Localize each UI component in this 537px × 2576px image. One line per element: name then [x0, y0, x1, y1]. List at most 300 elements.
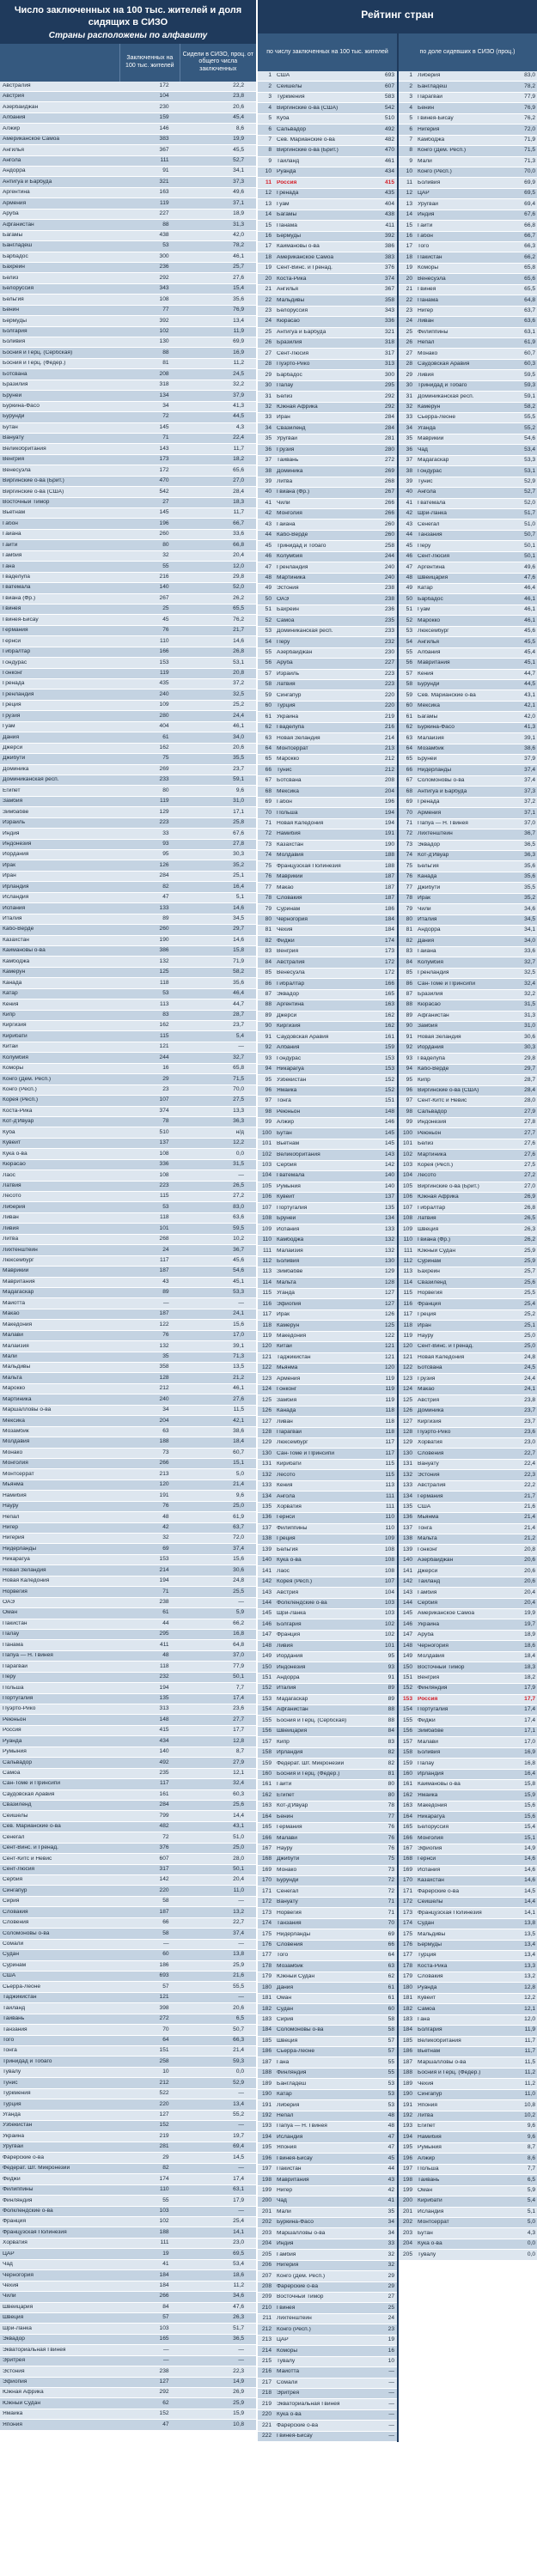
rank-value: 108: [384, 1557, 394, 1564]
ranking-row: [399, 328, 537, 338]
country-name: Аргентина: [418, 564, 445, 570]
remand-share: 24,5: [233, 370, 244, 377]
rank-number: 52: [265, 617, 272, 623]
rank-value: 14,5: [524, 1887, 535, 1894]
rank-number: 212: [261, 2325, 272, 2332]
country-name: Монтсеррат: [277, 745, 308, 751]
ranking-row: [399, 1780, 537, 1790]
rank-number: 15: [265, 222, 272, 228]
rank-value: 34,1: [524, 927, 535, 933]
rank-number: 30: [406, 382, 412, 389]
rank-value: 78,2: [524, 82, 535, 89]
rank-number: 74: [265, 852, 272, 859]
rank-number: 75: [406, 862, 412, 869]
ranking-row: [258, 776, 397, 787]
ranking-row: [258, 125, 397, 135]
table-row: [0, 1107, 256, 1117]
rank-number: 11: [406, 179, 412, 185]
country-name: Молдавия: [3, 1439, 30, 1445]
table-row: [0, 423, 256, 434]
ranking-row: [258, 1150, 397, 1160]
rank-value: 13,4: [524, 1952, 535, 1959]
rank-value: 25,7: [524, 1268, 535, 1275]
rank-value: 32: [387, 2251, 394, 2257]
prisoners-per-100k: 184: [159, 2282, 169, 2289]
rank-value: 240: [384, 574, 394, 580]
remand-share: 30,6: [233, 1566, 244, 1573]
rank-value: 22,7: [524, 1449, 535, 1456]
country-name: Каймановы о-ва: [418, 1782, 461, 1788]
rank-value: 10,8: [524, 2101, 535, 2108]
rank-value: 24,8: [524, 1353, 535, 1360]
rank-number: 26: [406, 339, 412, 346]
rank-number: 125: [402, 1396, 412, 1403]
country-name: Ангилья: [3, 147, 24, 153]
country-name: Маршалловы о-ва: [3, 1407, 52, 1413]
prisoners-per-100k: 63: [162, 1428, 169, 1435]
country-name: Конго (Дем. Респ.): [277, 2273, 326, 2279]
country-name: Венгрия: [277, 949, 299, 955]
country-name: Пуэрто-Рико: [418, 1429, 451, 1435]
remand-share: н/д: [235, 1128, 244, 1135]
remand-share: 54,6: [233, 1267, 244, 1274]
rank-value: 260: [384, 520, 394, 527]
country-name: Новая Зеландия: [3, 1567, 46, 1573]
ranking-row: [258, 584, 397, 594]
remand-share: 27,9: [233, 1759, 244, 1765]
country-name: Мавритания: [3, 1279, 35, 1285]
rank-value: 110: [385, 1524, 394, 1531]
country-name: Панама: [418, 297, 438, 303]
remand-share: 12,2: [233, 1139, 244, 1146]
rank-value: 269: [384, 467, 394, 474]
country-name: Сомали: [3, 1941, 24, 1947]
country-name: Сьерра-Леоне: [3, 1984, 41, 1990]
remand-share: 34,1: [233, 167, 244, 174]
rank-value: 15,6: [524, 1813, 535, 1820]
rank-value: 32,5: [524, 969, 535, 976]
rank-value: 55: [387, 2069, 394, 2076]
table-row: [0, 2281, 256, 2292]
rank-value: 184: [384, 915, 394, 922]
rank-value: 238: [384, 595, 394, 602]
table-row: [0, 1363, 256, 1373]
rank-number: 73: [265, 841, 272, 848]
remand-share: —: [238, 1043, 244, 1050]
remand-share: 29,8: [233, 574, 244, 580]
ranking-row: [399, 1790, 537, 1801]
remand-share: 35,5: [233, 755, 244, 762]
ranking-row: [399, 221, 537, 231]
rank-value: 376: [384, 264, 394, 271]
rank-number: 3: [268, 94, 272, 100]
remand-share: —: [238, 2207, 244, 2214]
country-name: Македония: [277, 1334, 307, 1340]
remand-share: 25,6: [233, 1801, 244, 1808]
country-name: Кабо-Верде: [418, 1066, 449, 1072]
prisoners-per-100k: 343: [159, 285, 169, 292]
ranking-row: [258, 1929, 397, 1940]
rank-number: 179: [402, 1973, 412, 1980]
ranking-row: [258, 2410, 397, 2421]
table-row: [0, 914, 256, 925]
country-name: Танзания: [277, 1921, 302, 1927]
table-row: [0, 636, 256, 647]
ranking-row: [399, 317, 537, 327]
rank-number: 103: [261, 1162, 272, 1169]
ranking-row: [258, 477, 397, 488]
remand-share: 37,9: [233, 392, 244, 398]
rank-value: 29: [387, 2272, 394, 2279]
rank-number: 86: [406, 980, 412, 987]
prisoners-per-100k: 434: [159, 1737, 169, 1744]
rank-value: 266: [384, 510, 394, 517]
rank-number: 7: [268, 137, 272, 143]
rank-number: 195: [402, 2144, 412, 2151]
rank-value: 223: [384, 681, 394, 688]
rank-number: 176: [402, 1941, 412, 1947]
country-name: Мексика: [277, 788, 299, 794]
prisoners-per-100k: 208: [159, 370, 169, 377]
ranking-row: [258, 221, 397, 231]
country-name: Бразилия: [418, 992, 443, 998]
rank-value: 107: [384, 1578, 394, 1585]
prisoners-per-100k: 72: [162, 1833, 169, 1840]
prisoners-per-100k: —: [162, 1941, 169, 1947]
ranking-row: [258, 1812, 397, 1822]
country-name: Габон: [277, 799, 292, 805]
ranking-row: [399, 1812, 537, 1822]
remand-share: 65,8: [233, 1065, 244, 1072]
rank-number: 98: [406, 1108, 412, 1115]
prisoners-per-100k: 75: [162, 755, 169, 762]
rank-value: 48: [387, 2123, 394, 2129]
rank-number: 171: [261, 1887, 272, 1894]
country-name: Гватемала: [277, 1173, 305, 1179]
rank-value: 151: [384, 1097, 394, 1104]
ranking-row: [258, 1449, 397, 1459]
ranking-row: [258, 1513, 397, 1523]
remand-share: 35,6: [233, 979, 244, 986]
prisoners-per-100k: 204: [159, 1417, 169, 1424]
country-name: Сенегал: [418, 521, 440, 527]
rank-number: 87: [265, 991, 272, 998]
remand-share: 12,0: [233, 562, 244, 569]
country-name: Аруба: [418, 1632, 434, 1638]
country-name: Лихтенштейн: [418, 831, 453, 837]
ranking-row: [258, 1983, 397, 1993]
table-row: [0, 1587, 256, 1597]
table-row: [0, 1373, 256, 1383]
rank-number: 60: [265, 702, 272, 709]
rank-value: 55,5: [524, 414, 535, 421]
country-name: Чехия: [277, 927, 293, 933]
prisoners-per-100k: 93: [162, 840, 169, 847]
country-name: Сербия: [418, 1600, 438, 1606]
country-name: Оман: [3, 1610, 17, 1616]
ranking-row: [258, 2047, 397, 2057]
table-row: [0, 1897, 256, 1907]
table-row: [0, 1886, 256, 1896]
rank-number: 116: [403, 1300, 412, 1307]
prisoners-per-100k: 78: [162, 1118, 169, 1125]
rank-number: 7: [409, 137, 412, 143]
rank-value: —: [388, 2379, 394, 2385]
country-name: Лихтенштейн: [277, 2316, 312, 2322]
rank-value: 4,3: [527, 2229, 535, 2236]
rank-value: 17,9: [524, 1685, 535, 1692]
rank-number: 29: [406, 371, 412, 378]
rank-value: 65,6: [524, 275, 535, 282]
rank-value: 411: [385, 222, 394, 228]
ranking-row: [258, 1075, 397, 1085]
country-name: Венгрия: [3, 457, 25, 463]
country-name: Грузия: [418, 1376, 436, 1382]
rank-value: 51,7: [524, 510, 535, 517]
ranking-row: [399, 1460, 537, 1470]
prisoners-per-100k: 53: [162, 242, 169, 249]
country-name: Туркмения: [3, 2091, 31, 2097]
country-name: Конго (Респ.): [3, 1087, 37, 1093]
rank-value: 23,8: [524, 1396, 535, 1403]
remand-share: 14,6: [233, 637, 244, 644]
ranking-row: [258, 82, 397, 92]
country-name: Новая Зеландия: [277, 735, 320, 741]
prisoners-per-100k: 121: [159, 1994, 169, 2001]
country-name: Кука о-ва: [277, 2412, 302, 2418]
country-name: Коста-Рика: [3, 1108, 33, 1114]
ranking-row: [399, 1299, 537, 1309]
country-name: Афганистан: [277, 1707, 308, 1713]
country-name: Камбоджа: [418, 137, 445, 143]
table-row: [0, 1021, 256, 1031]
country-name: Туркмения: [277, 94, 305, 100]
rank-value: 18,4: [524, 1653, 535, 1660]
ranking-row: [258, 1139, 397, 1150]
country-name: Австрия: [277, 1589, 299, 1595]
rank-number: 154: [402, 1706, 412, 1713]
ranking-row: [399, 1342, 537, 1352]
remand-share: 14,1: [233, 2228, 244, 2235]
country-name: Кабо-Верде: [277, 532, 308, 538]
remand-share: 44,7: [233, 1000, 244, 1007]
rank-value: 11,5: [524, 2058, 535, 2065]
prisoners-per-100k: 187: [159, 1908, 169, 1915]
rank-value: 15,6: [524, 1802, 535, 1809]
rank-value: 9,6: [527, 2123, 535, 2129]
table-row: [0, 1182, 256, 1192]
country-name: Марокко: [3, 1386, 26, 1392]
rank-value: 37,4: [524, 777, 535, 784]
prisoners-per-100k: 76: [162, 1503, 169, 1510]
country-name: Гвинея: [3, 606, 21, 612]
prisoners-per-100k: 88: [162, 349, 169, 355]
country-name: Гайана: [3, 532, 21, 538]
ranking-row: [258, 1299, 397, 1309]
country-name: Антигуа и Барбуда: [277, 329, 326, 335]
rank-value: 28,7: [524, 1076, 535, 1083]
country-name: Египет: [3, 787, 21, 793]
table-row: [0, 1309, 256, 1320]
remand-share: 15,8: [233, 947, 244, 954]
country-name: Белоруссия: [3, 286, 34, 292]
ranking-row: [258, 1534, 397, 1545]
rank-value: 66,7: [524, 232, 535, 239]
country-name: Дания: [418, 938, 435, 944]
rank-by-remand-header: по доле сидевших в СИЗО (проц.): [397, 33, 536, 71]
rank-number: 41: [265, 499, 272, 506]
remand-share: 55,2: [233, 2111, 244, 2118]
rank-value: 12,0: [524, 2016, 535, 2023]
ranking-row: [399, 1631, 537, 1641]
rank-number: 52: [406, 617, 412, 623]
rank-value: 69,4: [524, 200, 535, 207]
prisoners-per-100k: 83: [162, 1011, 169, 1018]
remand-share: 35,6: [233, 295, 244, 302]
rank-number: 137: [261, 1524, 272, 1531]
rank-value: 272: [384, 457, 394, 464]
country-name: Хорватия: [277, 1504, 302, 1510]
rank-number: 106: [261, 1194, 272, 1200]
country-name: Ливия: [418, 372, 434, 378]
rank-value: 28,4: [524, 1086, 535, 1093]
country-name: Швейцария: [3, 2304, 34, 2310]
ranking-row: [399, 1182, 537, 1193]
rank-number: 22: [406, 296, 412, 303]
rank-value: 127: [384, 1300, 394, 1307]
country-name: Италия: [277, 1686, 296, 1692]
rank-number: 178: [402, 1962, 412, 1969]
country-name: Коморы: [277, 2348, 298, 2354]
rank-value: 194: [384, 809, 394, 816]
rank-number: 117: [403, 1311, 412, 1318]
rank-value: 27,0: [524, 1182, 535, 1189]
rank-value: 93: [387, 1663, 394, 1670]
country-name: Пуэрто-Рико: [3, 1706, 36, 1712]
country-name: Тонга: [418, 1525, 432, 1531]
remand-share: 60,3: [233, 1790, 244, 1797]
country-name: Испания: [3, 905, 26, 911]
remand-share: 17,1: [233, 808, 244, 815]
rank-number: 187: [402, 2058, 412, 2065]
rank-number: 136: [261, 1514, 272, 1521]
country-name: Сербия: [3, 1877, 23, 1883]
country-name: Доминика: [3, 766, 29, 772]
rank-number: 126: [261, 1407, 272, 1414]
rank-value: 188: [384, 862, 394, 869]
prisoners-per-100k: 376: [159, 1844, 169, 1851]
table-row: [0, 1640, 256, 1650]
prisoners-per-100k: 191: [159, 1492, 169, 1498]
country-name: Бурунди: [418, 682, 440, 688]
rank-number: 202: [261, 2219, 272, 2226]
table-row: [0, 2313, 256, 2324]
ranking-row: [258, 2346, 397, 2356]
rank-value: 137: [384, 1194, 394, 1200]
prisoners-per-100k: 66: [162, 1919, 169, 1926]
ranking-row: [258, 1246, 397, 1256]
rank-number: 145: [261, 1610, 272, 1617]
rank-number: 113: [403, 1268, 412, 1275]
country-name: Фиджи: [277, 938, 295, 944]
ranking-header: [258, 0, 537, 33]
rank-number: 93: [265, 1054, 272, 1061]
country-name: Фарерские о-ва: [418, 1888, 460, 1894]
country-name: Кот-д'Ивуар: [418, 853, 449, 859]
ranking-row: [399, 2004, 537, 2014]
ranking-row: [399, 242, 537, 252]
country-name: Багамы: [3, 233, 23, 239]
remand-share: 64,8: [233, 1641, 244, 1648]
table-row: [0, 1394, 256, 1405]
rank-value: 27,8: [524, 1119, 535, 1126]
rank-number: 123: [402, 1375, 412, 1382]
rank-number: 149: [402, 1653, 412, 1660]
rank-value: 24,1: [524, 1386, 535, 1393]
rank-value: 30,3: [524, 1044, 535, 1051]
rank-number: 189: [402, 2080, 412, 2087]
prisoners-per-100k: 162: [159, 744, 169, 751]
table-row: [0, 1907, 256, 1917]
table-row: [0, 1053, 256, 1063]
country-name: Сирия: [3, 1899, 20, 1905]
ranking-row: [399, 1236, 537, 1246]
ranking-panel: [258, 0, 537, 2576]
ranking-row: [258, 702, 397, 712]
country-name: Ирландия: [277, 1750, 303, 1756]
ranking-row: [258, 841, 397, 851]
ranking-row: [399, 1321, 537, 1331]
prisoners-per-100k: 268: [159, 1236, 169, 1242]
rank-value: 17,4: [524, 1716, 535, 1723]
remand-share: 13,5: [233, 1364, 244, 1370]
remand-share: 21,7: [233, 627, 244, 634]
country-name: Кувейт: [3, 1140, 21, 1146]
remand-share: 38,6: [233, 1428, 244, 1435]
remand-share: 27,7: [233, 1716, 244, 1722]
rank-number: 54: [406, 638, 412, 645]
country-name: Финляндия: [3, 2197, 33, 2203]
country-name: Экваториальная Гвинея: [277, 2401, 340, 2407]
ranking-row: [258, 733, 397, 744]
remand-share: 37,1: [233, 199, 244, 206]
table-row: [0, 893, 256, 903]
rank-value: 84: [387, 1728, 394, 1735]
ranking-row: [258, 1898, 397, 1908]
country-name: Литва: [418, 2112, 434, 2118]
country-name: Босния и Герц. (Федер.): [277, 1771, 340, 1777]
rank-value: 19: [387, 2336, 394, 2343]
table-row: [0, 1523, 256, 1534]
ranking-row: [258, 2165, 397, 2175]
rank-value: 101: [384, 1642, 394, 1649]
remand-share: 69,9: [233, 338, 244, 345]
prisoners-per-100k: 53: [162, 990, 169, 997]
ranking-row: [258, 1609, 397, 1619]
rank-value: 14,1: [524, 1909, 535, 1916]
table-row: [0, 1117, 256, 1127]
country-name: Молдавия: [418, 1654, 445, 1660]
country-name: Суринам: [277, 906, 301, 912]
prisoners-per-100k: 383: [159, 136, 169, 143]
table-row: [0, 1031, 256, 1042]
country-name: Перу: [277, 639, 290, 645]
rank-value: 115: [385, 1471, 394, 1478]
country-name: Вьетнам: [277, 1141, 300, 1147]
prisoners-per-100k: 47: [162, 2421, 169, 2427]
table-row: [0, 231, 256, 241]
country-name: Майотта: [277, 2369, 300, 2375]
